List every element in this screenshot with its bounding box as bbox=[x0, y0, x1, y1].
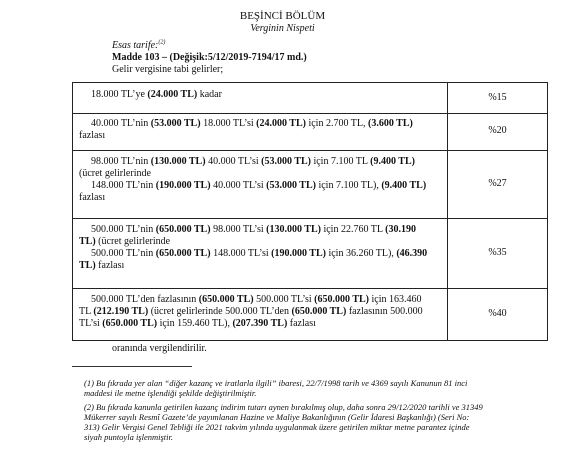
updated-amount: (212.190 TL) bbox=[93, 306, 149, 317]
bracket-text: fazlası bbox=[79, 192, 106, 203]
tax-rate: %40 bbox=[447, 288, 547, 340]
bracket-line bbox=[79, 156, 441, 168]
updated-amount: (207.390 TL) bbox=[232, 318, 288, 329]
tax-rate: %15 bbox=[447, 83, 547, 113]
bracket-line bbox=[79, 224, 441, 236]
bracket-text: (ücret gelirlerinde bbox=[95, 236, 171, 247]
updated-amount: (650.000 TL) bbox=[155, 224, 211, 235]
updated-amount: (24.000 TL) bbox=[256, 118, 306, 129]
bracket-text: için 22.760 TL bbox=[320, 224, 386, 235]
bracket-line bbox=[79, 236, 441, 248]
intro-text: Gelir vergisine tabi gelirler; bbox=[112, 64, 224, 75]
bracket-line bbox=[79, 180, 441, 192]
updated-amount: (650.000 TL) bbox=[198, 294, 254, 305]
bracket-text: 40.000 TL’nin bbox=[91, 118, 151, 129]
bracket-text: 40.000 TL’si bbox=[210, 180, 267, 191]
updated-amount: (130.000 TL) bbox=[266, 224, 321, 235]
bracket-text: 148.000 TL’si bbox=[210, 248, 272, 259]
tax-rate: %20 bbox=[447, 112, 547, 150]
updated-amount: (650.000 TL) bbox=[102, 318, 158, 329]
bracket-text: için 159.460 TL), bbox=[157, 318, 233, 329]
bracket-text: kadar bbox=[197, 89, 222, 100]
tax-rate: %35 bbox=[447, 218, 547, 288]
bracket-line bbox=[79, 294, 441, 306]
bracket-text: 500.000 TL’nin bbox=[91, 248, 156, 259]
bracket-line bbox=[79, 89, 441, 101]
updated-amount: (24.000 TL) bbox=[147, 89, 198, 100]
updated-amount: (53.000 TL) bbox=[266, 180, 316, 191]
chapter-subtitle: Verginin Nispeti bbox=[250, 23, 315, 34]
bracket-line bbox=[79, 130, 441, 142]
bracket-text: için 7.100 TL bbox=[310, 156, 371, 167]
bracket-text: (ücret gelirlerinde 500.000 TL’den bbox=[148, 306, 292, 317]
bracket-row bbox=[72, 288, 548, 341]
bracket-row bbox=[72, 112, 548, 151]
bracket-text: fazlası bbox=[287, 318, 316, 329]
bracket-line bbox=[79, 192, 441, 204]
updated-amount: (190.000 TL) bbox=[155, 180, 211, 191]
footnote-2: (2) Bu fıkrada kanunla getirilen kazanç indirim tutarı aynen bırakılmış olup, daha sonra 29/12/2020 tarihli ve 31349 Mükerrer sayılı Resmî Gazete’de yayımlanan Hazine ve Maliye Bakanlığının (Gelir İdaresi Başkanlığı) (Seri No: 313) Gelir Vergisi Genel Tebliği ile 2021 takvim yılında uygulanmak üzere getirilen miktar metne parantez içinde siyah puntoyla işlenmiştir. bbox=[84, 402, 483, 442]
bracket-text: 98.000 TL’nin bbox=[91, 156, 151, 167]
bracket-text: için 36.260 TL), bbox=[325, 248, 397, 259]
bracket-text: TL bbox=[79, 306, 94, 317]
updated-amount: TL) bbox=[79, 236, 96, 247]
updated-amount: (190.000 TL) bbox=[271, 248, 326, 259]
updated-amount: (9.400 TL) bbox=[381, 180, 427, 191]
bracket-description bbox=[73, 218, 447, 288]
updated-amount: (650.000 TL) bbox=[291, 306, 347, 317]
bracket-row bbox=[72, 218, 548, 289]
tariff-label bbox=[112, 40, 165, 52]
bracket-text: fazlası bbox=[95, 260, 125, 271]
updated-amount: (53.000 TL) bbox=[150, 118, 201, 129]
bracket-description bbox=[73, 83, 447, 113]
bracket-text: 18.000 TL’si bbox=[200, 118, 257, 129]
footnote-1: (1) Bu fıkrada yer alan “diğer kazanç ve iratlarla ilgili” ibaresi, 22/7/1998 tarih ve 4369 sayılı Kanunun 81 inci maddesi ile metne işlendiği şekilde değiştirilmiştir. bbox=[84, 378, 468, 398]
tariff-footnote-ref: (2) bbox=[158, 39, 166, 46]
updated-amount: (30.190 bbox=[385, 224, 416, 235]
updated-amount: TL) bbox=[79, 260, 96, 271]
bracket-description bbox=[73, 112, 447, 150]
chapter-heading: BEŞİNCİ BÖLÜM bbox=[239, 10, 326, 22]
bracket-text: (ücret gelirlerinde bbox=[79, 168, 151, 179]
bracket-row bbox=[72, 150, 548, 219]
bracket-description bbox=[73, 150, 447, 218]
updated-amount: (46.390 bbox=[396, 248, 428, 259]
article-title: Madde 103 – (Değişik:5/12/2019-7194/17 md.) bbox=[112, 52, 307, 63]
updated-amount: (3.600 TL) bbox=[368, 118, 413, 129]
bracket-text: 500.000 TL’nin bbox=[91, 224, 156, 235]
bracket-text: 148.000 TL’nin bbox=[91, 180, 156, 191]
tariff-label-text: Esas tarife: bbox=[112, 40, 159, 51]
bracket-text: için 163.460 bbox=[369, 294, 422, 305]
bracket-text: fazlasının 500.000 bbox=[346, 306, 423, 317]
bracket-text: için 2.700 TL, bbox=[305, 118, 368, 129]
bracket-line bbox=[79, 260, 441, 272]
bracket-text: fazlası bbox=[79, 130, 106, 141]
bracket-text: için 7.100 TL), bbox=[315, 180, 382, 191]
updated-amount: (53.000 TL) bbox=[261, 156, 311, 167]
tax-rate: %27 bbox=[447, 150, 547, 218]
updated-amount: (130.000 TL) bbox=[150, 156, 206, 167]
bracket-text: 18.000 TL’ye bbox=[91, 89, 148, 100]
closing-text: oranında vergilendirilir. bbox=[112, 343, 207, 354]
bracket-line bbox=[79, 306, 441, 318]
bracket-text: 40.000 TL’si bbox=[205, 156, 262, 167]
bracket-text: 500.000 TL’si bbox=[253, 294, 315, 305]
bracket-description bbox=[73, 288, 447, 340]
bracket-text: 98.000 TL’si bbox=[210, 224, 267, 235]
updated-amount: (9.400 TL) bbox=[370, 156, 415, 167]
bracket-text: TL’si bbox=[79, 318, 103, 329]
footnote-separator bbox=[72, 366, 192, 367]
bracket-text: 500.000 TL’den fazlasının bbox=[91, 294, 199, 305]
updated-amount: (650.000 TL) bbox=[155, 248, 211, 259]
bracket-line bbox=[79, 168, 441, 180]
bracket-row bbox=[72, 82, 548, 114]
updated-amount: (650.000 TL) bbox=[314, 294, 369, 305]
bracket-line bbox=[79, 248, 441, 260]
bracket-line bbox=[79, 318, 441, 330]
bracket-line bbox=[79, 118, 441, 130]
